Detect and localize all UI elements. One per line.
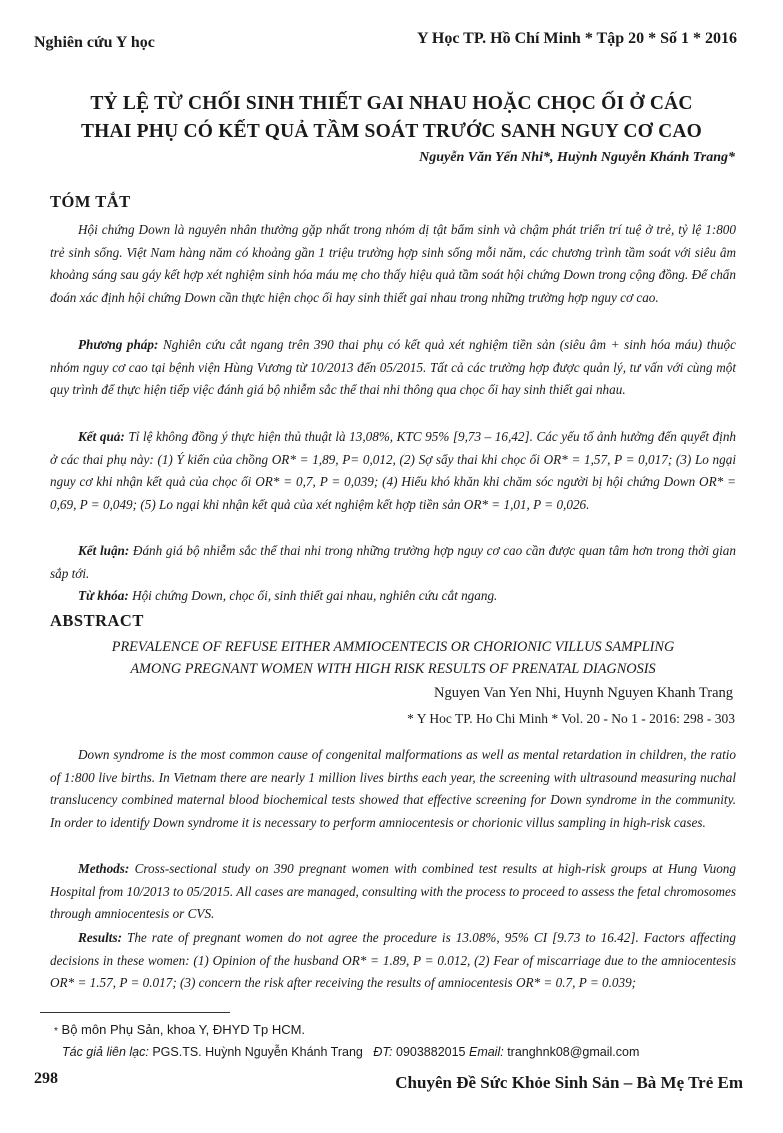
footnote-divider (40, 1012, 230, 1013)
methods-label: Phương pháp: (78, 337, 159, 352)
running-header-left: Nghiên cứu Y học (34, 34, 155, 51)
footnote-marker: * (54, 1026, 58, 1037)
results-text: Tỉ lệ không đồng ý thực hiện thủ thuật là 13,08%, KTC 95% [9,73 – 16,42]. Các yếu tố ảnh hưởng đến quyết định ở các thai phụ này: (1) Ý kiến của chồng OR* = 1,89, P= 0,012, (2) Sợ sẩy thai khi chọc ối OR* = 1,57, P = 0,017; (3) Lo ngại nguy cơ khi nhận kết quả của chọc ối OR* = 0,7, P = 0,039; (4) Hiểu khó khăn khi chăm sóc người bị hội chứng Down OR* = 0,69, P = 0,049; (5) Lo ngại khi nhận kết quả của xét nghiệm kết hợp tiền sản OR* = 1,01, P = 0,026. (50, 429, 737, 512)
summary-keywords (50, 585, 736, 608)
phone-number: 0903882015 (392, 1045, 469, 1059)
footnote-contact (62, 1045, 639, 1059)
abstract-methods (50, 858, 736, 926)
abstract-results-text: The rate of pregnant women do not agree the procedure is 13.08%, 95% CI [9.73 to 16.42]. Factors affecting decisions in these women: (1) Opinion of the husband OR* = 1.89, P = 0.012, (2) Fear of miscarriage due to the amniocentesis OR* = 1.57, P = 0.017; (3) concern the risk after receiving the results of amniocentesis OR* = 0.7, P = 0.039; (50, 930, 736, 990)
footer-issue-title: Chuyên Đề Sức Khỏe Sinh Sản – Bà Mẹ Trẻ Em (395, 1073, 743, 1092)
results-label: Kết quả: (78, 429, 125, 444)
summary-heading: TÓM TẮT (50, 192, 131, 211)
running-header-right: Y Học TP. Hồ Chí Minh * Tập 20 * Số 1 * 2016 (416, 30, 737, 47)
summary-methods (50, 334, 736, 402)
summary-results (50, 426, 736, 516)
abstract-results-label: Results: (78, 930, 122, 945)
keywords-label: Từ khóa: (78, 588, 129, 603)
abstract-results (50, 927, 736, 995)
summary-intro: Hội chứng Down là nguyên nhân thường gặp nhất trong nhóm dị tật bẩm sinh và chậm phát triển trí tuệ ở trẻ, tỷ lệ 1:800 trẻ sinh sống. Việt Nam hàng năm có khoảng gần 1 triệu trường hợp sinh sống mỗi năm, các chương trình tầm soát với siêu âm khoảng sáng sau gáy kết hợp xét nghiệm sinh hóa máu mẹ cho thấy hiệu quả tầm soát hội chứng Down trong cộng đồng. Để chẩn đoán xác định hội chứng Down cần thực hiện chọc ối hay sinh thiết gai nhau trong những trường hợp nguy cơ cao. (50, 222, 736, 305)
email-label: Email: (468, 1045, 504, 1059)
conclusion-label: Kết luận: (78, 543, 130, 558)
authors-vietnamese: Nguyễn Văn Yến Nhi*, Huỳnh Nguyễn Khánh Trang* (419, 150, 735, 165)
summary-conclusion (50, 540, 736, 585)
abstract-intro: Down syndrome is the most common cause of congenital malformations as well as mental retardation in children, the ratio of 1:800 live births. In Vietnam there are nearly 1 million lives births each year, the screening with ultrasound measuring nuchal translucency combined maternal blood biochemical tests showed that effective screening for Down syndrome in the community. In order to identify Down syndrome it is necessary to perform amniocentesis or chorionic villus sampling in high-risk cases. (50, 747, 736, 830)
title-line-1: TỶ LỆ TỪ CHỐI SINH THIẾT GAI NHAU HOẶC CHỌC ỐI Ở CÁC (90, 93, 693, 114)
methods-text: Nghiên cứu cắt ngang trên 390 thai phụ có kết quả xét nghiệm tiền sản (siêu âm + sinh hóa máu) thuộc nhóm nguy cơ cao tại bệnh viện Hùng Vương từ 10/2013 đến 05/2015. Tất cả các trường hợp được quản lý, tư vấn với cùng một quy trình để thực hiện tiếp việc đánh giá bộ nhiễm sắc thể thai nhi thông qua chọc ối hay sinh thiết gai nhau. (50, 337, 736, 397)
page-number: 298 (34, 1070, 58, 1087)
contact-label: Tác giả liên lạc: (62, 1045, 149, 1059)
authors-english: Nguyen Van Yen Nhi, Huynh Nguyen Khanh Trang (434, 685, 733, 701)
abstract-methods-text: Cross-sectional study on 390 pregnant women with combined test results at high-risk groups at Hung Vuong Hospital from 10/2013 to 05/2015. All cases are managed, consulting with the process to proceed to assess the fetal chromosomes through amniocentesis or CVS. (50, 861, 736, 921)
affiliation-text: Bộ môn Phụ Sản, khoa Y, ĐHYD Tp HCM. (61, 1022, 306, 1037)
article-title (40, 90, 743, 146)
footnote-affiliation (54, 1022, 305, 1037)
english-title-line-2: AMONG PREGNANT WOMEN WITH HIGH RISK RESULTS OF PRENATAL DIAGNOSIS (130, 661, 656, 677)
title-line-2: THAI PHỤ CÓ KẾT QUẢ TẦM SOÁT TRƯỚC SANH NGUY CƠ CAO (80, 121, 703, 142)
abstract-methods-label: Methods: (78, 861, 130, 876)
english-title (50, 636, 736, 680)
english-title-line-1: PREVALENCE OF REFUSE EITHER AMMIOCENTECIS OR CHORIONIC VILLUS SAMPLING (111, 639, 675, 655)
contact-name: PGS.TS. Huỳnh Nguyễn Khánh Trang (148, 1045, 363, 1059)
phone-label: ĐT: (373, 1045, 393, 1059)
conclusion-text: Đánh giá bộ nhiễm sắc thể thai nhi trong những trường hợp nguy cơ cao cần được quan tâm hơn trong thời gian sắp tới. (50, 543, 736, 581)
abstract-heading: ABSTRACT (50, 611, 144, 630)
email-address: tranghnk08@gmail.com (503, 1045, 640, 1059)
citation: * Y Hoc TP. Ho Chi Minh * Vol. 20 - No 1 - 2016: 298 - 303 (407, 711, 735, 726)
keywords-text: Hội chứng Down, chọc ối, sinh thiết gai nhau, nghiên cứu cắt ngang. (128, 588, 498, 603)
